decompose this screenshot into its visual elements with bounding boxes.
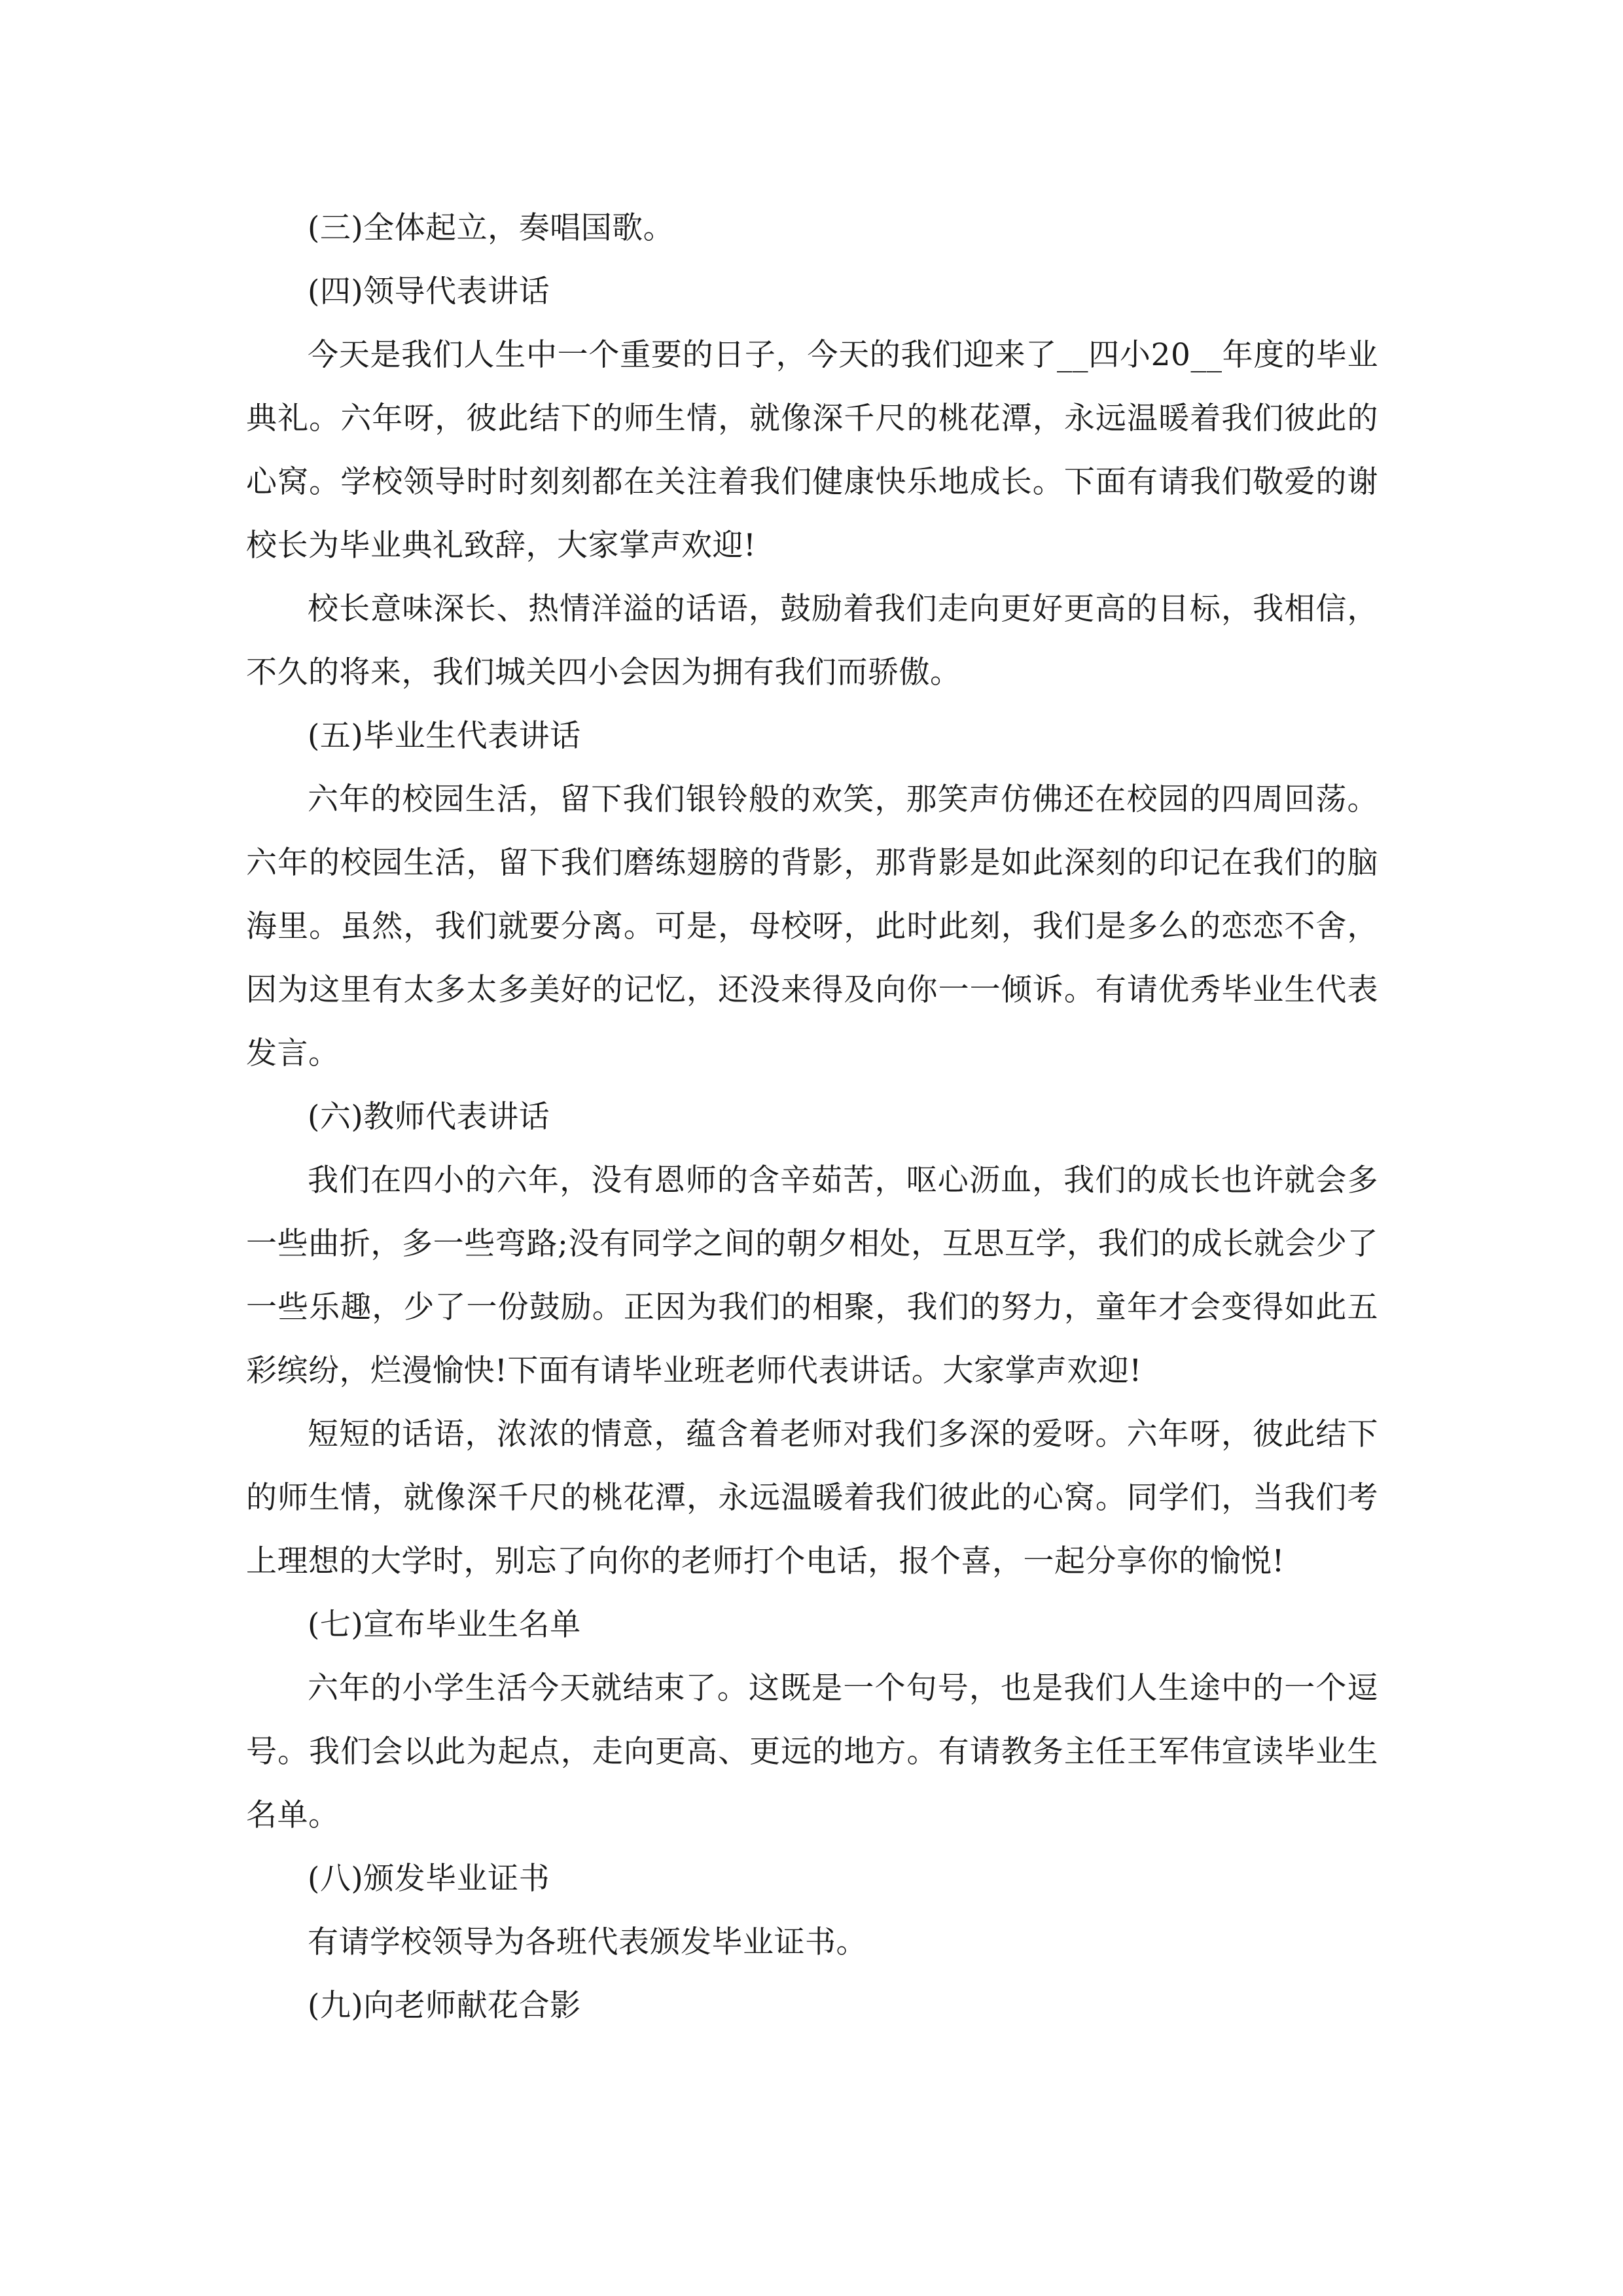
paragraph-certificates: 有请学校领导为各班代表颁发毕业证书。 — [308, 1924, 867, 1960]
document-body — [246, 196, 1378, 2037]
paragraph-graduate-intro: 六年的校园生活，留下我们银铃般的欢笑，那笑声仿佛还在校园的四周回荡。六年的校园生活，留下我们磨练翅膀的背影，那背影是如此深刻的印记在我们的脑海里。虽然，我们就要分离。可是，母校呀，此时此刻，我们是多么的恋恋不舍，因为这里有太多太多美好的记忆，还没来得及向你一一倾诉。有请优秀毕业生代表发言。 — [246, 781, 1378, 1071]
section-heading-4: (四)领导代表讲话 — [308, 274, 550, 310]
section-heading-8: (八)颁发毕业证书 — [308, 1861, 550, 1897]
paragraph-leader-intro: 今天是我们人生中一个重要的日子，今天的我们迎来了__四小20__年度的毕业典礼。六年呀，彼此结下的师生情，就像深千尺的桃花潭，永远温暖着我们彼此的心窝。学校领导时时刻刻都在关注着我们健康快乐地成长。下面有请我们敬爱的谢校长为毕业典礼致辞，大家掌声欢迎! — [246, 337, 1378, 564]
section-heading-5: (五)毕业生代表讲话 — [308, 718, 581, 754]
paragraph-principal-response: 校长意味深长、热情洋溢的话语，鼓励着我们走向更好更高的目标，我相信，不久的将来，我们城关四小会因为拥有我们而骄傲。 — [246, 591, 1378, 691]
section-heading-7: (七)宣布毕业生名单 — [308, 1607, 581, 1643]
paragraph-teacher-intro: 我们在四小的六年，没有恩师的含辛茹苦，呕心沥血，我们的成长也许就会多一些曲折，多一些弯路;没有同学之间的朝夕相处，互思互学，我们的成长就会少了一些乐趣，少了一份鼓励。正因为我们的相聚，我们的努力，童年才会变得如此五彩缤纷，烂漫愉快!下面有请毕业班老师代表讲话。大家掌声欢迎! — [246, 1162, 1378, 1389]
paragraph-teacher-response: 短短的话语，浓浓的情意，蕴含着老师对我们多深的爱呀。六年呀，彼此结下的师生情，就像深千尺的桃花潭，永远温暖着我们彼此的心窝。同学们，当我们考上理想的大学时，别忘了向你的老师打个电话，报个喜，一起分享你的愉悦! — [246, 1416, 1378, 1579]
section-heading-3: (三)全体起立，奏唱国歌。 — [308, 210, 675, 246]
section-heading-9: (九)向老师献花合影 — [308, 1988, 581, 2024]
section-heading-6: (六)教师代表讲话 — [308, 1099, 550, 1135]
paragraph-graduate-list: 六年的小学生活今天就结束了。这既是一个句号，也是我们人生途中的一个逗号。我们会以此为起点，走向更高、更远的地方。有请教务主任王军伟宣读毕业生名单。 — [246, 1670, 1378, 1833]
